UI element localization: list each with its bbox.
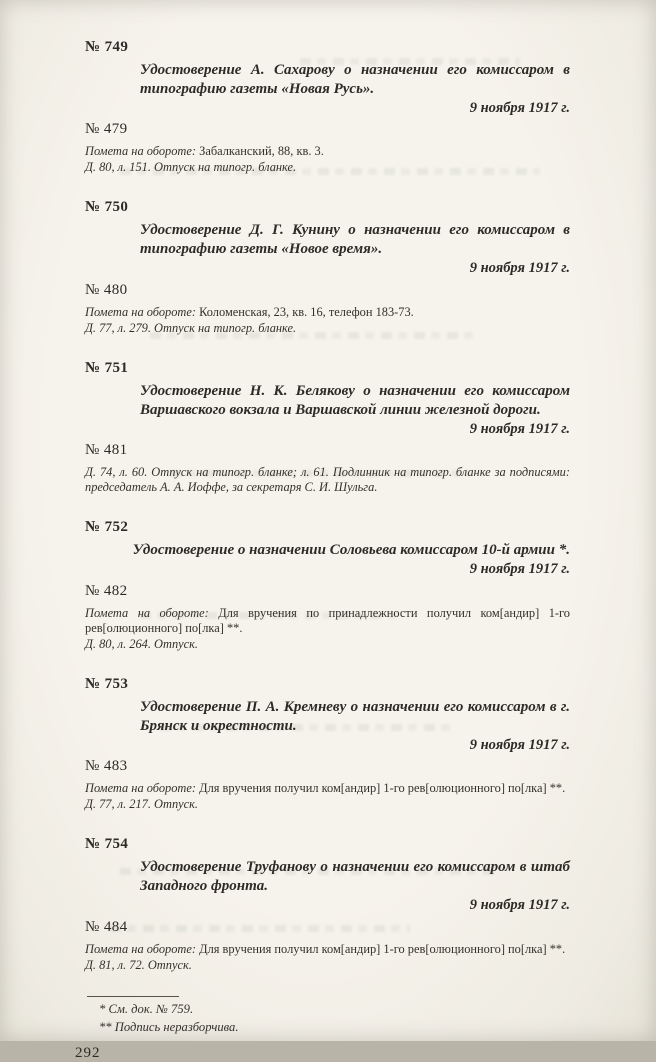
entry-number: № 753: [85, 675, 129, 692]
entry-date: 9 ноября 1917 г.: [469, 99, 570, 116]
entry: [85, 38, 570, 175]
entry-title: Удостоверение А. Сахарову о назначении его комиссаром в типографию газеты «Новая Русь».: [140, 62, 570, 97]
note-archive: Д. 77, л. 217. Отпуск.: [85, 797, 199, 812]
entry: [85, 835, 570, 972]
note-pometa: [85, 781, 570, 796]
entry-date: 9 ноября 1917 г.: [469, 420, 570, 437]
document-number: № 483: [85, 758, 128, 775]
note-pometa-label: Помета на обороте:: [85, 304, 197, 319]
footnote: * См. док. № 759.: [99, 1001, 194, 1016]
note-pometa: [85, 144, 570, 159]
note-pometa-text: Коломенская, 23, кв. 16, телефон 183-73.: [199, 304, 414, 319]
entry: [85, 518, 570, 652]
entry-number: № 749: [85, 39, 129, 55]
note-pometa-label: Помета на обороте:: [85, 605, 209, 620]
document-number: № 484: [85, 918, 128, 935]
entry-title: Удостоверение П. А. Кремневу о назначении его комиссаром в г. Брянск и окрестности.: [140, 698, 570, 734]
entry-date: 9 ноября 1917 г.: [469, 897, 570, 914]
entry-number: № 752: [85, 519, 129, 536]
note-pometa: [85, 305, 570, 320]
note-pometa: [85, 942, 570, 957]
note-pometa-text: Для вручения получил ком[андир] 1-го рев[олюционного] по[лка] **.: [199, 781, 566, 796]
entry-date: 9 ноября 1917 г.: [469, 561, 570, 578]
note-pometa-label: Помета на обороте:: [85, 144, 197, 159]
note-pometa-text: Для вручения получил ком[андир] 1-го рев[олюционного] по[лка] **.: [199, 941, 566, 956]
entry: [85, 359, 570, 495]
note-pometa-label: Помета на обороте:: [85, 781, 197, 796]
entry-title: Удостоверение Д. Г. Кунину о назначении его комиссаром в типографию газеты «Новое время».: [140, 222, 570, 258]
document-number: № 480: [85, 281, 128, 298]
entry: [85, 198, 570, 335]
note-pometa: [85, 606, 570, 636]
entry-title: Удостоверение Труфанову о назначении его комиссаром в штаб Западного фронта.: [140, 859, 570, 895]
document-number: № 481: [85, 442, 128, 459]
document-number: № 479: [85, 121, 128, 138]
note-archive: Д. 81, л. 72. Отпуск.: [85, 957, 192, 972]
entry-date: 9 ноября 1917 г.: [469, 260, 570, 277]
footnote: ** Подпись неразборчива.: [99, 1019, 239, 1034]
note-archive: Д. 74, л. 60. Отпуск на типогр. бланке; л. 61. Подлинник на типогр. бланке за подписями: председатель А. А. Иоффе, за секретаря С. И. Шульга.: [85, 465, 570, 495]
footnote-block: [85, 996, 570, 1035]
entry-date: 9 ноября 1917 г.: [469, 736, 570, 753]
note-archive: Д. 80, л. 151. Отпуск на типогр. бланке.: [85, 160, 297, 175]
note-archive: Д. 80, л. 264. Отпуск.: [85, 636, 199, 651]
note-pometa-text: Для вручения по принадлежности получил ком[андир] 1-го рев[олюционного] по[лка] **.: [85, 605, 570, 635]
entry-title: Удостоверение о назначении Соловьева комиссаром 10-й армии *.: [132, 542, 570, 559]
entry-number: № 751: [85, 359, 129, 376]
page-number: 292: [75, 1045, 101, 1062]
footnote-rule: [87, 996, 179, 997]
note-archive: Д. 77, л. 279. Отпуск на типогр. бланке.: [85, 320, 297, 335]
entry-number: № 754: [85, 836, 129, 853]
document-number: № 482: [85, 582, 128, 599]
entry-title: Удостоверение Н. К. Белякову о назначении его комиссаром Варшавского вокзала и Варшавской линии железной дороги.: [140, 382, 570, 418]
entry: [85, 675, 570, 812]
note-pometa-label: Помета на обороте:: [85, 941, 197, 956]
note-pometa-text: Забалканский, 88, кв. 3.: [199, 144, 324, 159]
entry-number: № 750: [85, 199, 129, 216]
